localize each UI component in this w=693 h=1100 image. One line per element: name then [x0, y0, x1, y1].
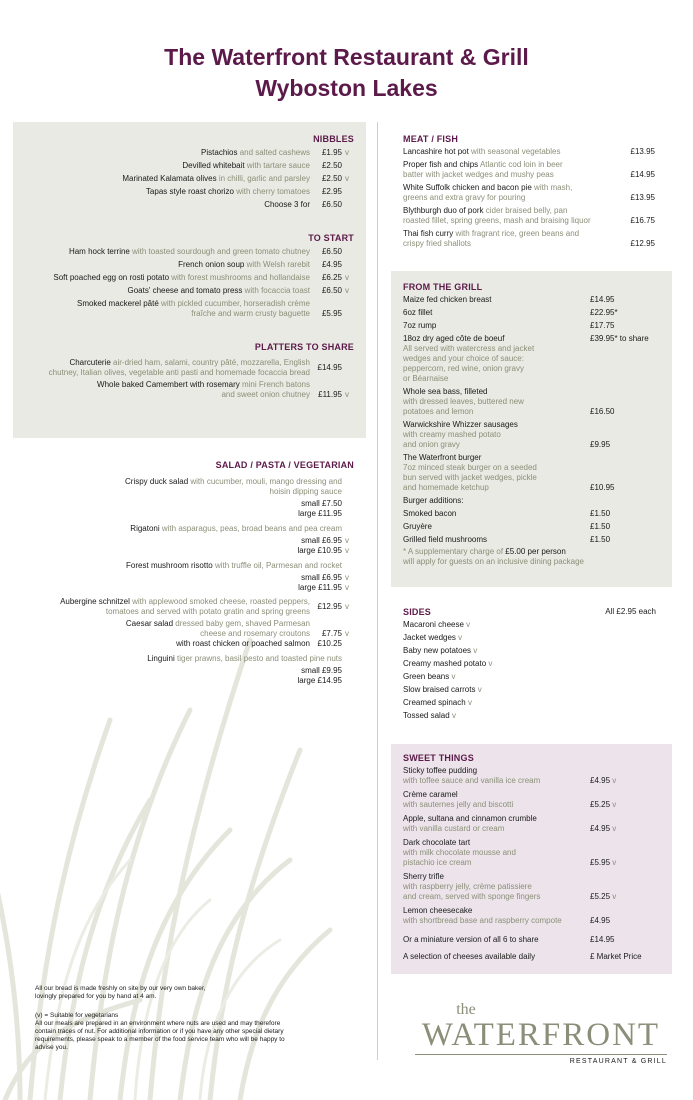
desserts-panel: [391, 744, 672, 974]
menu-item: 18oz dry aged côte de boeuf £39.95* to share: [403, 334, 649, 343]
nibbles-title: NIBBLES: [313, 134, 354, 144]
salad-title: SALAD / PASTA / VEGETARIAN: [215, 460, 354, 470]
menu-item: Sherry trifle with raspberry jelly, crème patissiere and cream, served with sponge fingers £5.25 v: [403, 872, 617, 901]
column-divider: [377, 122, 378, 1060]
side-item: Slow braised carrots v: [403, 685, 482, 694]
sides-section: [403, 607, 656, 721]
menu-item: Lancashire hot pot with seasonal vegetables £13.95: [403, 147, 655, 156]
salad-section: [13, 460, 366, 686]
grill-served-note: All served with watercress and jacket wedges and your choice of sauce: peppercorn, red wine, onion gravy or Béarnaise: [403, 344, 535, 383]
menu-item: Charcuterie air-dried ham, salami, country pâté, mozzarella, English chutney, Italian olives, vegetable anti pasti and homemade focaccia bread £14.95: [48, 358, 342, 377]
menu-item: Goats' cheese and tomato press with focaccia toast £6.50 v: [127, 286, 349, 295]
menu-item: Grilled field mushrooms £1.50: [403, 535, 611, 544]
menu-item: Ham hock terrine with toasted sourdough and green tomato chutney £6.50: [68, 247, 342, 256]
menu-item: Dark chocolate tart with milk chocolate mousse and pistachio ice cream £5.95 v: [403, 838, 617, 867]
menu-item: Thai fish curry with fragrant rice, green beans and crispy fried shallots £12.95: [403, 229, 655, 248]
waterfront-logo: [415, 1002, 667, 1065]
menu-item: Caesar salad dressed baby gem, shaved Parmesan cheese and rosemary croutons £7.75 v with roast chicken or poached salmon £10.25: [125, 619, 349, 648]
dietary-note: (v) = Suitable for vegetarians All our meals are prepared in an environment where nuts are used and may therefore contain traces of nut. For additional information or if you have any other special dietary requirements, please speak to a member of the food service team who will be happy to advise you.: [35, 1012, 285, 1051]
to-start-list: [21, 247, 354, 319]
menu-item: White Suffolk chicken and bacon pie with mash, greens and extra gravy for pouring £13.95: [403, 183, 655, 202]
side-item: Tossed salad v: [403, 711, 456, 720]
platters-list: [21, 358, 354, 400]
menu-item: Aubergine schnitzel with applewood smoked cheese, roasted peppers, tomatoes and served with potato gratin and spring greens £12.95 v: [60, 597, 349, 616]
sides-title: SIDES: [403, 607, 432, 617]
menu-item: Pistachios and salted cashews £1.95 v: [201, 148, 349, 157]
menu-item: Gruyère £1.50: [403, 522, 611, 531]
menu-item: Rigatoni with asparagus, peas, broad beans and pea cream small £6.95 v large £10.95 v: [130, 524, 349, 555]
meat-fish-title: MEAT / FISH: [403, 134, 459, 144]
menu-item: Or a miniature version of all 6 to share £14.95: [403, 935, 615, 944]
sweet-title: SWEET THINGS: [403, 753, 474, 763]
menu-item: Smoked mackerel pâté with pickled cucumber, horseradish crème fraîche and warm crusty baguette £5.95: [76, 299, 342, 318]
menu-item: A selection of cheeses available daily £ Market Price: [403, 952, 642, 961]
platters-title: PLATTERS TO SHARE: [254, 342, 354, 352]
sides-price: All £2.95 each: [605, 607, 656, 616]
restaurant-name: The Waterfront Restaurant & Grill: [164, 44, 529, 70]
menu-item: Forest mushroom risotto with truffle oil, Parmesan and rocket small £6.95 v large £11.95 v: [126, 561, 349, 592]
side-item: Creamed spinach v: [403, 698, 472, 707]
menu-item: Crispy duck salad with cucumber, mouli, mango dressing and hoisin dipping sauce small £7.50 large £11.95: [125, 477, 342, 518]
menu-item: Devilled whitebait with tartare sauce £2.50: [182, 161, 342, 170]
page-title: [0, 42, 693, 104]
grill-title: FROM THE GRILL: [403, 282, 483, 292]
menu-item: Soft poached egg on rosti potato with forest mushrooms and hollandaise £6.25 v: [53, 273, 349, 282]
side-item: Jacket wedges v: [403, 633, 463, 642]
menu-item: Sticky toffee pudding with toffee sauce and vanilla ice cream £4.95 v: [403, 766, 617, 785]
menu-item: French onion soup with Welsh rarebit £4.95: [178, 260, 342, 269]
supplement-note: * A supplementary charge of £5.00 per person will apply for guests on an inclusive dining package: [403, 547, 584, 566]
nibbles-list: [21, 148, 354, 210]
side-item: Green beans v: [403, 672, 456, 681]
menu-item: Whole sea bass, filleted with dressed leaves, buttered new potatoes and lemon £16.50: [403, 387, 615, 416]
menu-item: Choose 3 for £6.50: [264, 200, 342, 209]
location-name: Wyboston Lakes: [255, 75, 438, 101]
menu-item: Proper fish and chips Atlantic cod loin in beer batter with jacket wedges and mushy peas £14.95: [403, 160, 655, 179]
logo-the: the: [456, 1001, 476, 1018]
menu-item: Warwickshire Whizzer sausages with creamy mashed potato and onion gravy £9.95: [403, 420, 611, 449]
meat-fish-section: [403, 134, 655, 249]
menu-item: Tapas style roast chorizo with cherry tomatoes £2.95: [145, 187, 342, 196]
menu-item: 7oz rump £17.75: [403, 321, 615, 330]
menu-item: Apple, sultana and cinnamon crumble with vanilla custard or cream £4.95 v: [403, 814, 617, 833]
menu-item: 6oz fillet £22.95*: [403, 308, 618, 317]
menu-item: Linguini tiger prawns, basil pesto and toasted pine nuts small £9.95 large £14.95: [147, 654, 342, 685]
menu-item: Whole baked Camembert with rosemary mini French batons and sweet onion chutney £11.95 v: [97, 380, 349, 399]
side-item: Creamy mashed potato v: [403, 659, 493, 668]
menu-item: The Waterfront burger 7oz minced steak burger on a seeded bun served with jacket wedges, pickle and homemade ketchup £10.95: [403, 453, 615, 492]
logo-subtitle: RESTAURANT & GRILL: [569, 1058, 667, 1065]
menu-item: Marinated Kalamata olives in chilli, garlic and parsley £2.50 v: [122, 174, 349, 183]
menu-item: Crème caramel with sauternes jelly and biscotti £5.25 v: [403, 790, 617, 809]
burger-additions-title: Burger additions:: [403, 496, 464, 505]
side-item: Baby new potatoes v: [403, 646, 478, 655]
menu-item: Maize fed chicken breast £14.95: [403, 295, 615, 304]
side-item: Macaroni cheese v: [403, 620, 471, 629]
logo-divider: [415, 1054, 667, 1055]
menu-item: Blythburgh duo of pork cider braised belly, pan roasted fillet, spring greens, mash and braising liquor £16.75: [403, 206, 655, 225]
logo-wordmark: WATERFRONT: [421, 1017, 661, 1053]
bread-note: All our bread is made freshly on site by our very own baker, lovingly prepared for you by hand at 4 am.: [35, 985, 206, 1000]
menu-item: Lemon cheesecake with shortbread base and raspberry compote £4.95: [403, 906, 611, 925]
to-start-title: TO START: [308, 233, 354, 243]
grill-panel: [391, 271, 672, 587]
starters-panel: [13, 122, 366, 438]
menu-item: Smoked bacon £1.50: [403, 509, 611, 518]
